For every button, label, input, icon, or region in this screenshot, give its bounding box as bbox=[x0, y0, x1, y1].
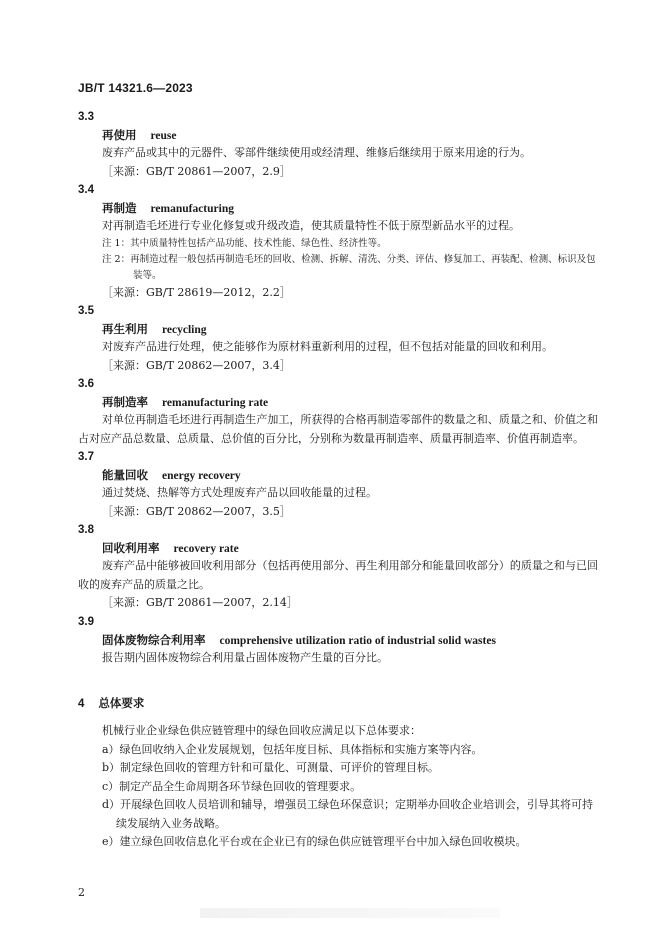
list-item: b）制定绿色回收的管理方针和可量化、可测量、可评价的管理目标。 bbox=[102, 761, 440, 774]
definition: 报告期内固体废物综合利用量占固体废物产生量的百分比。 bbox=[102, 650, 388, 664]
term-en: energy recovery bbox=[162, 470, 241, 482]
clauses-container bbox=[78, 108, 598, 667]
term-zh: 再制造率 bbox=[102, 395, 148, 409]
source-reference: ［来源：GB/T 20861—2007，2.9］ bbox=[102, 164, 291, 178]
term-heading bbox=[78, 320, 598, 338]
section-title: 总体要求 bbox=[98, 698, 145, 710]
definition: 废弃产品或其中的元器件、零部件继续使用或经清理、维修后继续用于原来用途的行为。 bbox=[102, 146, 531, 159]
section-body bbox=[78, 722, 598, 852]
term-zh: 再使用 bbox=[102, 128, 137, 142]
clause-3-7 bbox=[78, 448, 598, 521]
clause-3-6 bbox=[78, 375, 598, 448]
term-zh: 再生利用 bbox=[102, 322, 148, 336]
definition: 通过焚烧、热解等方式处理废弃产品以回收能量的过程。 bbox=[102, 486, 377, 499]
clause-3-5 bbox=[78, 302, 598, 375]
term-zh: 再制造 bbox=[102, 201, 137, 215]
term-heading bbox=[78, 393, 598, 411]
list-item: d）开展绿色回收人员培训和辅导，增强员工绿色环保意识；定期举办回收企业培训会，引导其将可持续发展纳入业务战略。 bbox=[102, 798, 594, 830]
section-heading bbox=[78, 695, 144, 711]
term-heading bbox=[78, 539, 598, 557]
section-number: 4 bbox=[78, 698, 85, 710]
definition: 废弃产品中能够被回收利用部分（包括再使用部分、再生利用部分和能量回收部分）的质量之和与已回收的废弃产品的质量之比。 bbox=[78, 559, 598, 591]
clause-3-3 bbox=[78, 108, 598, 181]
term-zh: 回收利用率 bbox=[102, 541, 160, 555]
clause-number: 3.3 bbox=[78, 111, 94, 123]
clause-number: 3.9 bbox=[78, 615, 94, 628]
definition: 对单位再制造毛坯进行再制造生产加工，所获得的合格再制造零部件的数量之和、质量之和、价值之和占对应产品总数量、总质量、总价值的百分比，分别称为数量再制造率、质量再制造率、价值再制造率。 bbox=[78, 413, 598, 445]
term-heading bbox=[78, 466, 598, 484]
term-en: remanufacturing bbox=[150, 203, 234, 215]
term-en: remanufacturing rate bbox=[162, 397, 269, 409]
definition: 对废弃产品进行处理，使之能够作为原材料重新利用的过程，但不包括对能量的回收和利用。 bbox=[102, 340, 553, 353]
term-en: recycling bbox=[162, 324, 207, 336]
list-item: a）绿色回收纳入企业发展规划，包括年度目标、具体指标和实施方案等内容。 bbox=[102, 742, 483, 756]
footer-watermark-strip bbox=[200, 908, 500, 918]
source-reference: ［来源：GB/T 20861—2007，2.14］ bbox=[102, 596, 298, 609]
list-item: e）建立绿色回收信息化平台或在企业已有的绿色供应链管理平台中加入绿色回收模块。 bbox=[102, 835, 527, 848]
clause-3-4 bbox=[78, 181, 598, 302]
term-heading bbox=[78, 631, 598, 649]
term-zh: 能量回收 bbox=[102, 468, 148, 482]
term-heading bbox=[78, 126, 598, 144]
term-en: comprehensive utilization ratio of industrial solid wastes bbox=[219, 634, 496, 647]
list-item: c）制定产品全生命周期各环节绿色回收的管理要求。 bbox=[102, 779, 362, 793]
note-1: 注 1：其中质量特性包括产品功能、技术性能、绿色性、经济性等。 bbox=[102, 237, 387, 249]
standard-code: JB/T 14321.6—2023 bbox=[78, 81, 193, 95]
clause-number: 3.7 bbox=[78, 451, 94, 463]
clause-number: 3.8 bbox=[78, 524, 94, 536]
section-intro: 机械行业企业绿色供应链管理中的绿色回收应满足以下总体要求： bbox=[102, 724, 421, 737]
clause-3-9 bbox=[78, 613, 598, 668]
page-number: 2 bbox=[78, 886, 85, 899]
clause-number: 3.5 bbox=[78, 305, 94, 317]
clause-number: 3.6 bbox=[78, 378, 94, 390]
note-2: 注 2：再制造过程一般包括再制造毛坯的回收、检测、拆解、清洗、分类、评估、修复加工、再装配、检测、标识及包装等。 bbox=[102, 253, 596, 281]
clause-number: 3.4 bbox=[78, 184, 94, 196]
clause-3-8 bbox=[78, 521, 598, 613]
source-reference: ［来源：GB/T 20862—2007，3.4］ bbox=[102, 358, 291, 372]
term-en: reuse bbox=[150, 130, 177, 142]
term-en: recovery rate bbox=[173, 543, 239, 555]
source-reference: ［来源：GB/T 28619—2012，2.2］ bbox=[102, 285, 291, 299]
term-heading bbox=[78, 199, 598, 217]
term-zh: 固体废物综合利用率 bbox=[102, 632, 206, 647]
source-reference: ［来源：GB/T 20862—2007，3.5］ bbox=[102, 504, 291, 518]
definition: 对再制造毛坯进行专业化修复或升级改造，使其质量特性不低于原型新品水平的过程。 bbox=[102, 219, 520, 232]
